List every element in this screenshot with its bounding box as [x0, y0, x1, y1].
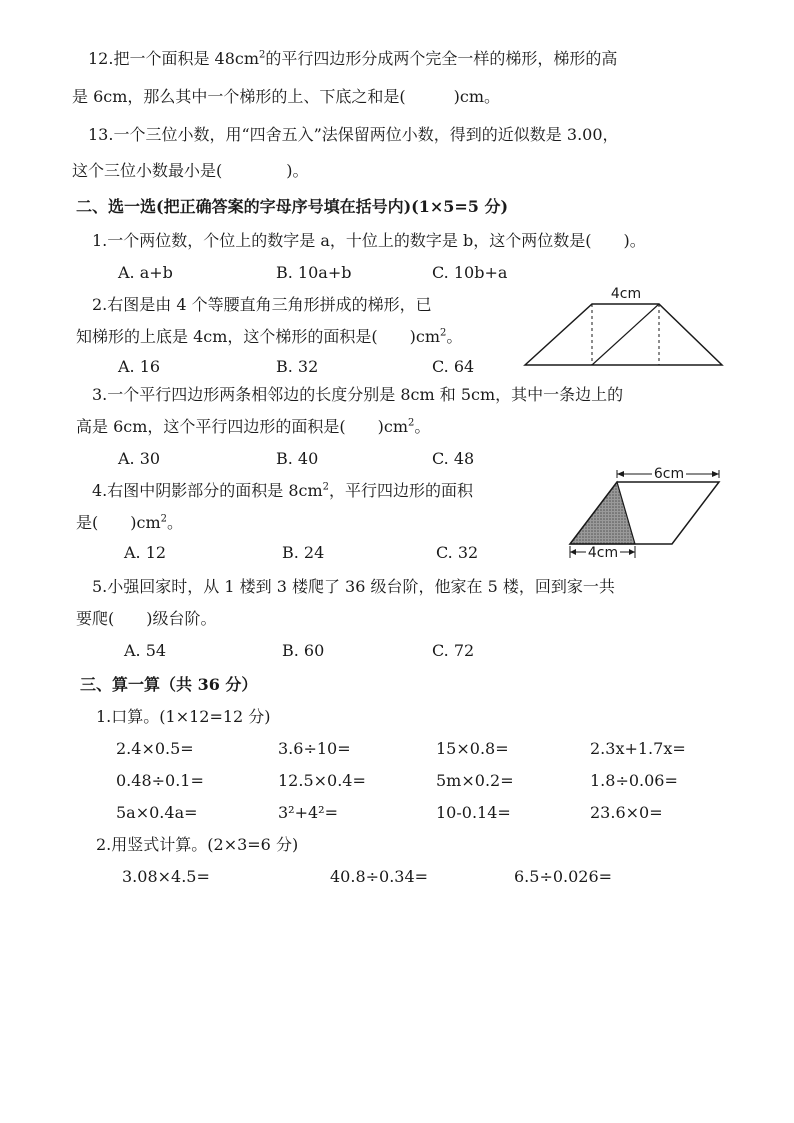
shaded-triangle — [570, 482, 635, 544]
mc5-option-a: A. 54 — [124, 641, 167, 660]
bottom-dim-arrow-left — [570, 549, 576, 555]
q13-line2: 这个三位小数最小是( )。 — [72, 161, 309, 180]
calc2-item: 40.8÷0.34= — [330, 867, 429, 886]
top-dim-arrow-left — [617, 471, 624, 477]
mc2-option-b: B. 32 — [276, 357, 319, 376]
mc1-option-a: A. a+b — [118, 263, 173, 282]
q12-line1: 12.把一个面积是 $48cm^2$的平行四边形分成两个完全一样的梯形，梯形的高 — [88, 49, 618, 68]
mc5-line2: 要爬( )级台阶。 — [76, 609, 217, 628]
calc1-item: 12.5×0.4= — [278, 771, 366, 790]
mc2-line2: 知梯形的上底是 4cm，这个梯形的面积是( )$cm^2$。 — [76, 327, 463, 346]
mc4-option-a: A. 12 — [124, 543, 167, 562]
mc3-option-a: A. 30 — [118, 449, 161, 468]
section3-title: 三、算一算（共 36 分） — [80, 675, 258, 694]
mc1-option-b: B. 10a+b — [276, 263, 352, 282]
mc4-option-c: C. 32 — [436, 543, 479, 562]
calc1-item: 5a×0.4a= — [116, 803, 198, 822]
calc1-item: 3.6÷10= — [278, 739, 351, 758]
top-dim-label: 6cm — [653, 466, 685, 482]
calc2-item: 6.5÷0.026= — [514, 867, 613, 886]
calc2-item: 3.08×4.5= — [122, 867, 210, 886]
calc1-item: 1.8÷0.06= — [590, 771, 678, 790]
mc3-line2: 高是 6cm，这个平行四边形的面积是( )$cm^2$。 — [76, 417, 431, 436]
mc4-option-b: B. 24 — [282, 543, 325, 562]
trapezoid-top-label: 4cm — [610, 286, 642, 302]
q13-line1: 13.一个三位小数，用“四舍五入”法保留两位小数，得到的近似数是 3.00， — [88, 125, 619, 144]
mc2-option-c: C. 64 — [432, 357, 475, 376]
q12-line2: 是 6cm，那么其中一个梯形的上、下底之和是( )cm。 — [72, 87, 501, 106]
calc1-item: 15×0.8= — [436, 739, 509, 758]
calc1-item: 3²+4²= — [278, 803, 338, 822]
parallelogram-figure — [564, 464, 734, 564]
top-dim-arrow-right — [712, 471, 719, 477]
mc3-line1: 3.一个平行四边形两条相邻边的长度分别是 8cm 和 5cm，其中一条边上的 — [92, 385, 624, 404]
calc1-title: 1.口算。(1×12=12 分) — [96, 707, 271, 726]
mc5-line1: 5.小强回家时，从 1 楼到 3 楼爬了 36 级台阶，他家在 5 楼，回到家一共 — [92, 577, 615, 596]
trapezoid-figure — [520, 284, 730, 374]
mc5-option-b: B. 60 — [282, 641, 325, 660]
calc1-item: 2.4×0.5= — [116, 739, 194, 758]
calc1-item: 10-0.14= — [436, 803, 511, 822]
section2-title: 二、选一选(把正确答案的字母序号填在括号内)(1×5=5 分) — [76, 197, 509, 216]
mc3-option-c: C. 48 — [432, 449, 475, 468]
calc2-title: 2.用竖式计算。(2×3=6 分) — [96, 835, 299, 854]
trapezoid-outline — [525, 304, 722, 365]
mc4-line2: 是( )$cm^2$。 — [76, 513, 184, 532]
trapezoid-diagonal — [592, 304, 659, 365]
bottom-dim-arrow-right — [629, 549, 635, 555]
calc1-item: 0.48÷0.1= — [116, 771, 204, 790]
mc4-line1: 4.右图中阴影部分的面积是 $8cm^2$，平行四边形的面积 — [92, 481, 474, 500]
calc1-item: 23.6×0= — [590, 803, 663, 822]
mc1-stem: 1.一个两位数，个位上的数字是 a，十位上的数字是 b，这个两位数是( )。 — [92, 231, 646, 250]
mc5-option-c: C. 72 — [432, 641, 475, 660]
bottom-dim-label: 4cm — [587, 545, 619, 561]
mc3-option-b: B. 40 — [276, 449, 319, 468]
mc1-option-c: C. 10b+a — [432, 263, 508, 282]
calc1-item: 2.3x+1.7x= — [590, 739, 686, 758]
mc2-option-a: A. 16 — [118, 357, 161, 376]
mc2-line1: 2.右图是由 4 个等腰直角三角形拼成的梯形，已 — [92, 295, 432, 314]
calc1-item: 5m×0.2= — [436, 771, 514, 790]
